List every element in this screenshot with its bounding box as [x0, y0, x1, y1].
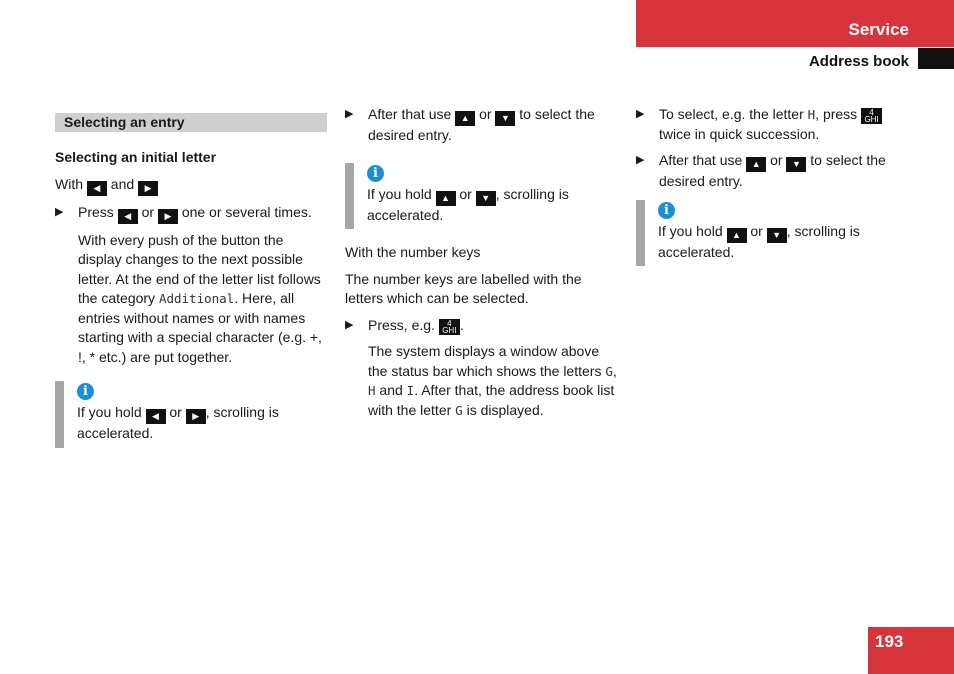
paragraph-letter-list: With every push of the button the display changes to the next possible letter. At the end of the letter list follows the category Additional. Here, all entries without names or with names starting with a special character (e.g. +, !, * etc.) are put together.	[78, 231, 322, 365]
list-item-select-entry: ▶ After that use ▲ or ▼ to select the desired entry.	[636, 152, 886, 189]
mono-additional: Additional	[158, 291, 235, 306]
info-icon: i	[658, 202, 675, 219]
left-arrow-key-icon: ◀	[146, 409, 166, 424]
section-heading: Selecting an entry	[55, 113, 327, 132]
number-key-4-icon: 4 GHI	[439, 319, 460, 335]
list-item-press-number: ▶ Press, e.g. 4 GHI .	[345, 316, 464, 335]
bullet-arrow-icon: ▶	[55, 205, 64, 218]
right-arrow-key-icon: ▶	[186, 409, 206, 424]
paragraph-number-keys: The number keys are labelled with the letters which can be selected.	[345, 270, 582, 306]
up-arrow-key-icon: ▲	[727, 228, 747, 243]
header-black-tab	[918, 48, 954, 69]
right-arrow-key-icon: ▶	[138, 181, 158, 196]
column-2	[345, 105, 617, 420]
note-text: If you hold ▲ or ▼ , scrolling is accelerated.	[658, 222, 860, 260]
note-text: If you hold ◀ or ▶ , scrolling is accelerated.	[77, 404, 279, 441]
note-text: If you hold ▲ or ▼ , scrolling is accelerated.	[367, 185, 569, 223]
note-bar	[636, 200, 645, 267]
list-item-press: ▶ Press ◀ or ▶ one or several times.	[55, 203, 327, 224]
bullet-arrow-icon: ▶	[636, 154, 645, 166]
left-arrow-key-icon: ◀	[118, 209, 138, 224]
left-arrow-key-icon: ◀	[87, 181, 107, 196]
column-1	[55, 105, 327, 448]
column-3	[636, 105, 908, 266]
page-number: 193	[875, 632, 904, 651]
info-icon: i	[77, 383, 94, 400]
with-keys-line: With ◀ and ▶	[55, 175, 327, 196]
list-item-select-letter: ▶ To select, e.g. the letter H, press 4 GHI twice in quick succession.	[636, 105, 908, 144]
down-arrow-key-icon: ▼	[786, 157, 806, 172]
info-note	[55, 381, 327, 448]
up-arrow-key-icon: ▲	[436, 191, 456, 206]
info-note	[345, 163, 617, 230]
note-bar	[55, 381, 64, 448]
bullet-arrow-icon: ▶	[345, 108, 354, 120]
section-title: Service	[848, 20, 909, 39]
down-arrow-key-icon: ▼	[495, 111, 515, 126]
paragraph-system-display: The system displays a window above the status bar which shows the letters G, H and I. After that, the address book list with the letter G is displayed.	[368, 343, 617, 418]
note-bar	[345, 163, 354, 230]
page-subtitle: Address book	[808, 53, 909, 70]
down-arrow-key-icon: ▼	[767, 228, 787, 243]
up-arrow-key-icon: ▲	[455, 111, 475, 126]
bullet-arrow-icon: ▶	[345, 318, 354, 331]
list-item-select-entry: ▶ After that use ▲ or ▼ to select the desired entry.	[345, 106, 595, 143]
right-arrow-key-icon: ▶	[158, 209, 178, 224]
subheading-initial-letter: Selecting an initial letter	[55, 149, 217, 165]
info-note	[636, 200, 908, 267]
number-key-4-icon: 4 GHI	[861, 108, 882, 124]
info-icon: i	[367, 165, 384, 182]
with-number-keys-heading: With the number keys	[345, 244, 481, 260]
bullet-arrow-icon: ▶	[636, 108, 645, 120]
up-arrow-key-icon: ▲	[746, 157, 766, 172]
down-arrow-key-icon: ▼	[476, 191, 496, 206]
